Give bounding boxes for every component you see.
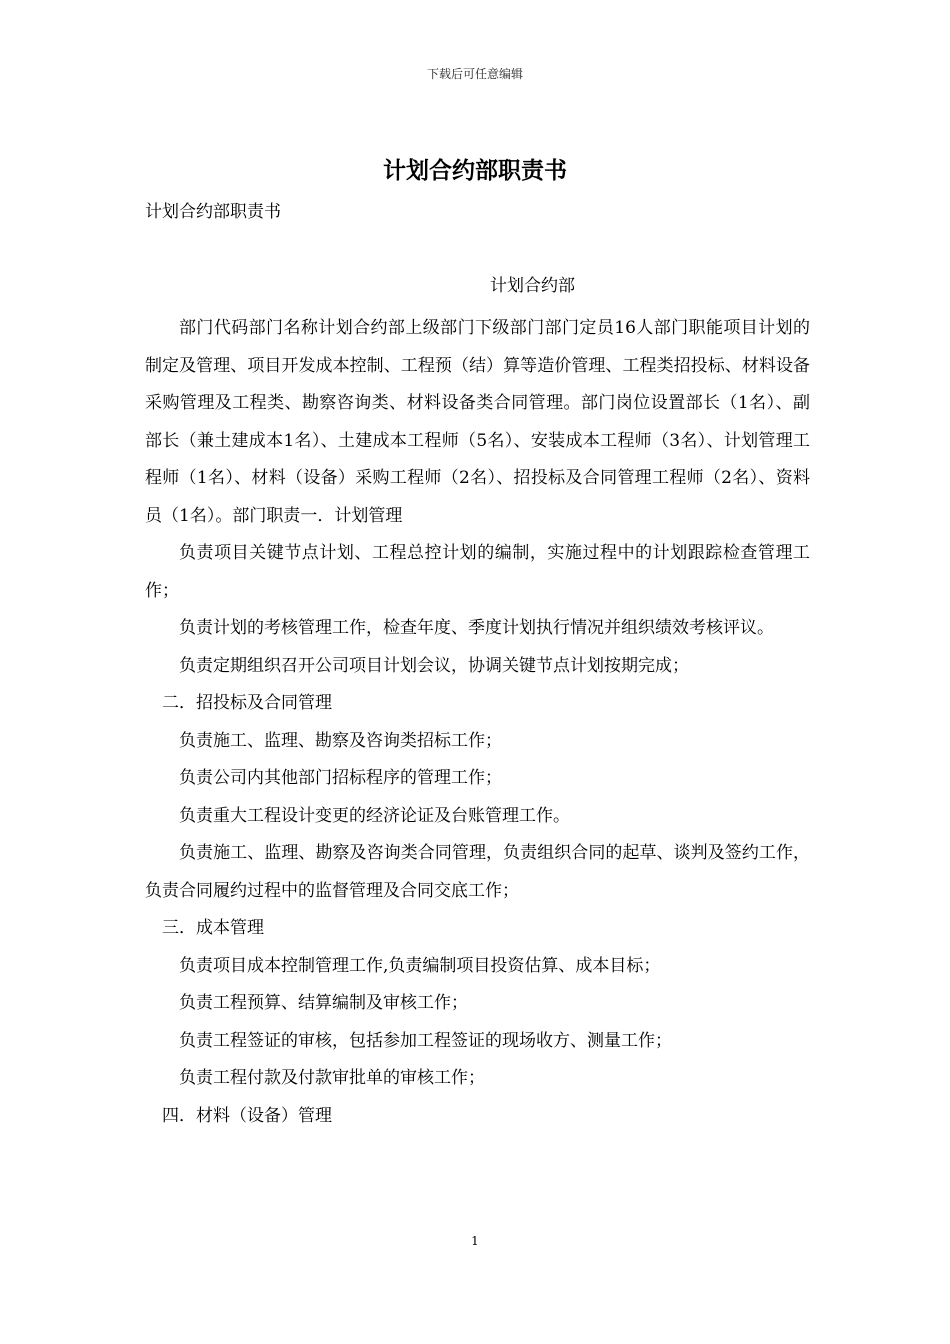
- document-body: [145, 310, 810, 1135]
- paragraph-overview: 部门代码部门名称计划合约部上级部门下级部门部门定员16人部门职能项目计划的制定及管理、项目开发成本控制、工程预（结）算等造价管理、工程类招投标、材料设备采购管理及工程类、勘察咨询类、材料设备类合同管理。部门岗位设置部长（1名）、副部长（兼土建成本1名）、土建成本工程师（5名）、安装成本工程师（3名）、计划管理工程师（1名）、材料（设备）采购工程师（2名）、招投标及合同管理工程师（2名）、资料员（1名）。部门职责一．计划管理: [145, 318, 810, 526]
- document-subtitle: 计划合约部职责书: [145, 202, 281, 222]
- section-heading: 二．招投标及合同管理: [162, 693, 332, 713]
- paragraph: 负责施工、监理、勘察及咨询类合同管理，负责组织合同的起草、谈判及签约工作，负责合同履约过程中的监督管理及合同交底工作；: [145, 843, 810, 901]
- paragraph: 负责项目关键节点计划、工程总控计划的编制，实施过程中的计划跟踪检查管理工作；: [145, 543, 810, 601]
- paragraph: 负责计划的考核管理工作，检查年度、季度计划执行情况并组织绩效考核评议。: [179, 618, 774, 638]
- page-header: 下载后可任意编辑: [426, 67, 523, 81]
- paragraph: 负责施工、监理、勘察及咨询类招标工作；: [179, 730, 502, 751]
- paragraph: 负责重大工程设计变更的经济论证及台账管理工作。: [179, 805, 570, 826]
- paragraph: 负责工程预算、结算编制及审核工作；: [179, 993, 468, 1013]
- section-heading: 四．材料（设备）管理: [162, 1105, 332, 1126]
- paragraph: 负责定期组织召开公司项目计划会议，协调关键节点计划按期完成；: [179, 655, 689, 676]
- page-number: 1: [471, 1234, 479, 1248]
- paragraph: 负责工程签证的审核，包括参加工程签证的现场收方、测量工作；: [179, 1030, 672, 1051]
- paragraph: 负责项目成本控制管理工作,负责编制项目投资估算、成本目标；: [179, 955, 661, 976]
- paragraph: 负责工程付款及付款审批单的审核工作；: [179, 1068, 485, 1088]
- document-title: 计划合约部职责书: [383, 157, 567, 184]
- paragraph: 负责公司内其他部门招标程序的管理工作；: [179, 768, 502, 788]
- section-heading: 三．成本管理: [162, 918, 264, 938]
- department-heading: 计划合约部: [490, 276, 575, 296]
